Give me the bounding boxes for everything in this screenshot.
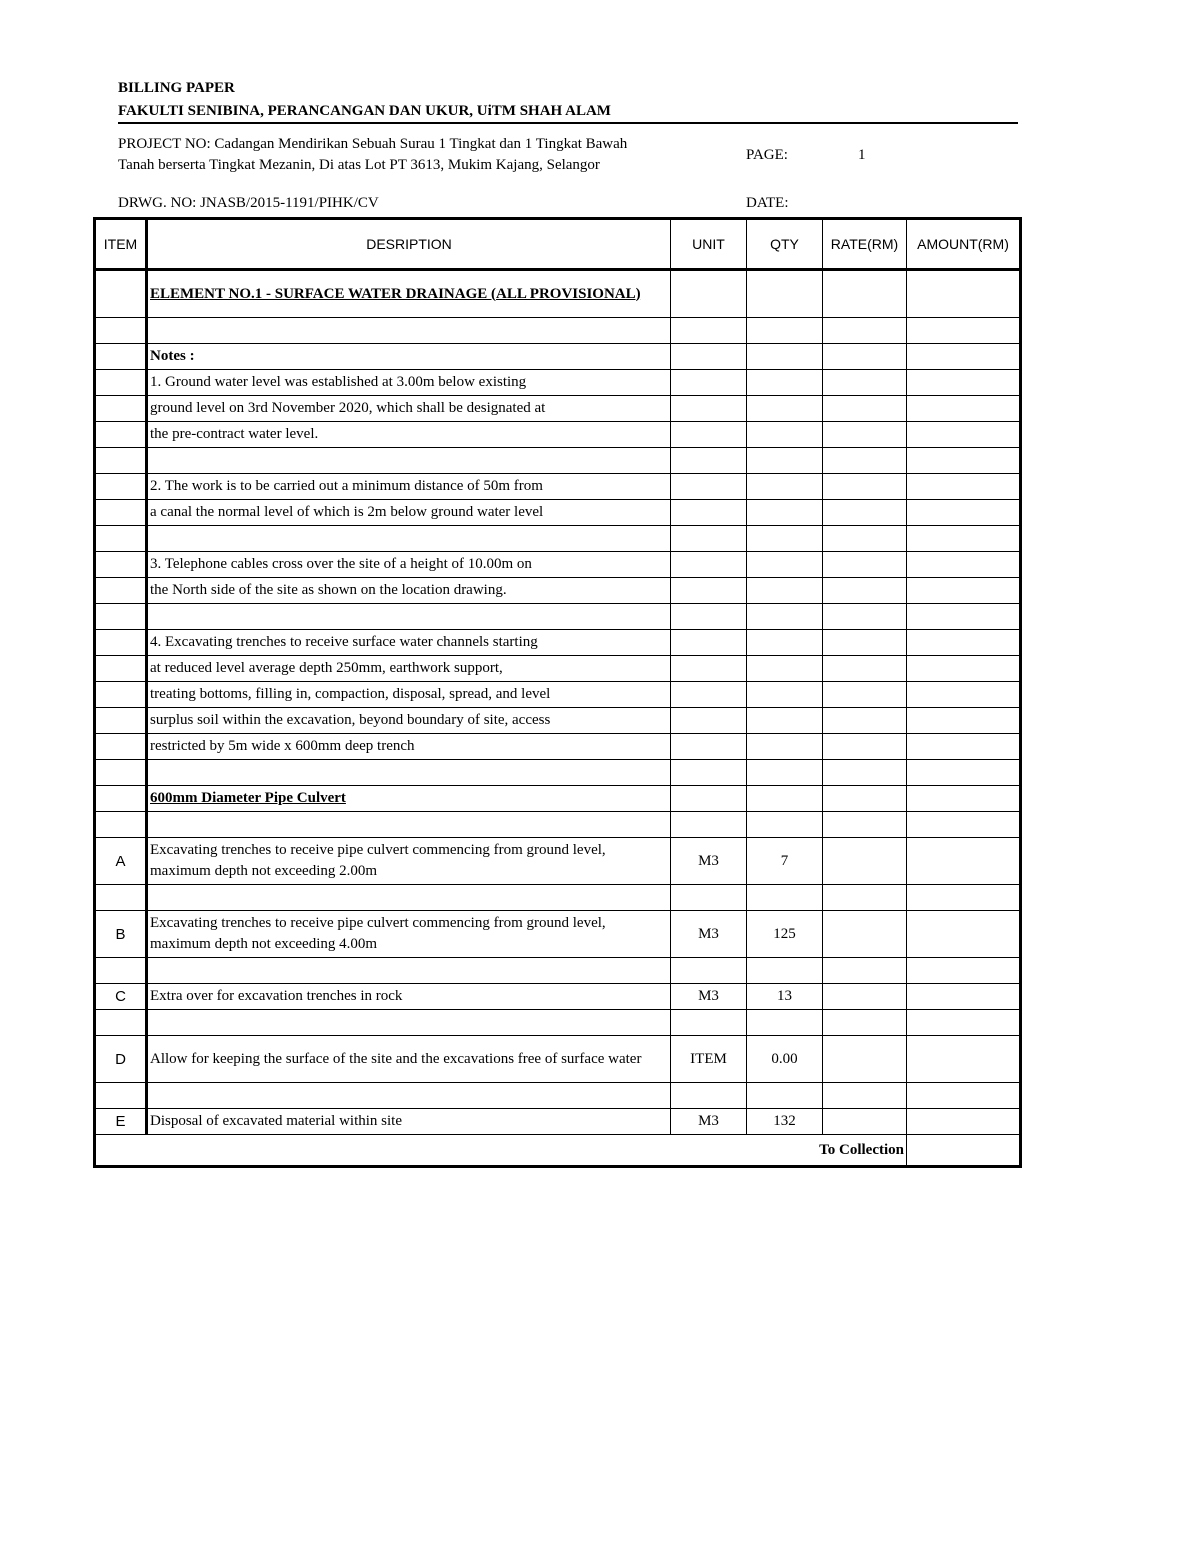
unit-cell (671, 604, 747, 630)
item-cell (95, 885, 147, 911)
amount-cell[interactable] (907, 578, 1021, 604)
amount-cell[interactable] (907, 734, 1021, 760)
item-cell-text: B (115, 925, 126, 943)
amount-cell[interactable] (907, 270, 1021, 318)
item-cell (95, 656, 147, 682)
description-cell (147, 630, 671, 656)
unit-cell (671, 838, 747, 885)
unit-cell-text: M3 (698, 1113, 719, 1129)
qty-cell (747, 578, 823, 604)
rate-cell[interactable] (823, 1083, 907, 1109)
col-header-qty: QTY (747, 219, 823, 270)
amount-cell[interactable] (907, 838, 1021, 885)
table-body (95, 270, 1021, 1135)
rate-cell[interactable] (823, 604, 907, 630)
bill-table (93, 217, 1022, 1168)
rate-cell[interactable] (823, 396, 907, 422)
item-cell-text: C (115, 988, 126, 1005)
rate-cell[interactable] (823, 344, 907, 370)
amount-cell[interactable] (907, 885, 1021, 911)
amount-cell[interactable] (907, 422, 1021, 448)
unit-cell (671, 812, 747, 838)
table-row (95, 448, 1021, 474)
item-cell (95, 786, 147, 812)
faculty-name: FAKULTI SENIBINA, PERANCANGAN DAN UKUR, UiTM SHAH ALAM (118, 103, 611, 119)
unit-cell (671, 578, 747, 604)
date-label: DATE: (746, 195, 789, 211)
qty-cell (747, 474, 823, 500)
description-cell (147, 656, 671, 682)
qty-cell (747, 270, 823, 318)
qty-cell (747, 630, 823, 656)
unit-cell (671, 708, 747, 734)
col-header-amount: AMOUNT(RM) (907, 219, 1021, 270)
description-cell (147, 682, 671, 708)
amount-cell[interactable] (907, 656, 1021, 682)
description-cell-text: 3. Telephone cables cross over the site of a height of 10.00m on (150, 556, 532, 572)
amount-cell[interactable] (907, 1083, 1021, 1109)
unit-cell (671, 448, 747, 474)
description-cell-text: at reduced level average depth 250mm, earthwork support, (150, 660, 503, 676)
unit-cell (671, 911, 747, 958)
description-cell (147, 474, 671, 500)
item-cell (95, 578, 147, 604)
item-cell (95, 344, 147, 370)
description-cell (147, 958, 671, 984)
amount-cell[interactable] (907, 500, 1021, 526)
unit-cell (671, 682, 747, 708)
rate-cell[interactable] (823, 1109, 907, 1135)
qty-cell-text: 0.00 (771, 1050, 798, 1067)
description-cell-text: surplus soil within the excavation, beyond boundary of site, access (150, 712, 551, 728)
description-cell (147, 911, 671, 958)
amount-cell[interactable] (907, 630, 1021, 656)
rate-cell[interactable] (823, 734, 907, 760)
table-row (95, 526, 1021, 552)
description-cell (147, 500, 671, 526)
description-cell (147, 1109, 671, 1135)
description-cell-text: the pre-contract water level. (150, 426, 319, 442)
amount-cell[interactable] (907, 344, 1021, 370)
amount-cell[interactable] (907, 812, 1021, 838)
description-cell-text: a canal the normal level of which is 2m below ground water level (150, 504, 544, 520)
qty-cell-text: 13 (777, 988, 792, 1004)
description-cell (147, 318, 671, 344)
description-cell (147, 812, 671, 838)
table-row (95, 578, 1021, 604)
description-cell (147, 1010, 671, 1036)
unit-cell (671, 552, 747, 578)
unit-cell (671, 500, 747, 526)
description-cell-text: restricted by 5m wide x 600mm deep trench (150, 738, 415, 754)
qty-cell (747, 1010, 823, 1036)
description-cell (147, 370, 671, 396)
table-row (95, 630, 1021, 656)
table-row (95, 911, 1021, 958)
description-cell-text: 2. The work is to be carried out a minimum distance of 50m from (150, 478, 543, 494)
unit-cell-text: ITEM (690, 1050, 727, 1067)
item-cell (95, 500, 147, 526)
description-cell-text: 600mm Diameter Pipe Culvert (150, 790, 346, 806)
item-cell (95, 318, 147, 344)
item-cell (95, 838, 147, 885)
description-cell (147, 448, 671, 474)
qty-cell (747, 958, 823, 984)
page-label: PAGE: (746, 147, 788, 163)
unit-cell-text: M3 (698, 925, 719, 942)
description-cell (147, 1036, 671, 1083)
description-cell-text: 4. Excavating trenches to receive surface water channels starting (150, 634, 538, 650)
header-divider (118, 122, 1018, 124)
table-row (95, 682, 1021, 708)
amount-cell[interactable] (907, 760, 1021, 786)
table-row (95, 344, 1021, 370)
description-cell-text: Disposal of excavated material within site (150, 1113, 403, 1129)
description-cell-text: the North side of the site as shown on the location drawing. (150, 582, 507, 598)
description-cell-text: ELEMENT NO.1 - SURFACE WATER DRAINAGE (ALL PROVISIONAL) (150, 285, 641, 302)
qty-cell (747, 786, 823, 812)
description-cell-text: Notes : (150, 348, 195, 364)
unit-cell (671, 422, 747, 448)
amount-cell[interactable] (907, 1109, 1021, 1135)
table-row (95, 318, 1021, 344)
unit-cell (671, 474, 747, 500)
rate-cell[interactable] (823, 318, 907, 344)
item-cell (95, 526, 147, 552)
amount-cell[interactable] (907, 1010, 1021, 1036)
description-cell-text: Excavating trenches to receive pipe culvert commencing from ground level, maximum depth not exceeding 4.00m (150, 915, 606, 952)
amount-cell[interactable] (907, 786, 1021, 812)
description-cell (147, 526, 671, 552)
item-cell (95, 812, 147, 838)
project-description (118, 134, 718, 176)
qty-cell (747, 734, 823, 760)
qty-cell (747, 760, 823, 786)
qty-cell (747, 812, 823, 838)
rate-cell[interactable] (823, 984, 907, 1010)
unit-cell (671, 370, 747, 396)
page-number: 1 (858, 147, 866, 163)
table-row (95, 708, 1021, 734)
item-cell (95, 1010, 147, 1036)
unit-cell (671, 786, 747, 812)
table-row (95, 604, 1021, 630)
unit-cell (671, 656, 747, 682)
drawing-number: DRWG. NO: JNASB/2015-1191/PIHK/CV (118, 195, 379, 211)
unit-cell (671, 1036, 747, 1083)
item-cell (95, 1036, 147, 1083)
table-row (95, 984, 1021, 1010)
description-cell (147, 422, 671, 448)
item-cell (95, 270, 147, 318)
rate-cell[interactable] (823, 1036, 907, 1083)
item-cell-text: E (115, 1113, 126, 1130)
rate-cell[interactable] (823, 838, 907, 885)
amount-cell[interactable] (907, 552, 1021, 578)
amount-cell[interactable] (907, 604, 1021, 630)
unit-cell (671, 344, 747, 370)
project-line-2: Tanah berserta Tingkat Mezanin, Di atas Lot PT 3613, Mukim Kajang, Selangor (118, 157, 600, 173)
rate-cell[interactable] (823, 958, 907, 984)
table-row (95, 734, 1021, 760)
rate-cell[interactable] (823, 448, 907, 474)
amount-cell[interactable] (907, 958, 1021, 984)
amount-cell[interactable] (907, 682, 1021, 708)
amount-cell[interactable] (907, 708, 1021, 734)
unit-cell (671, 1083, 747, 1109)
table-row (95, 812, 1021, 838)
qty-cell (747, 422, 823, 448)
table-row (95, 370, 1021, 396)
description-cell-text: Extra over for excavation trenches in rock (150, 988, 403, 1004)
rate-cell[interactable] (823, 526, 907, 552)
document-title: BILLING PAPER (118, 80, 235, 96)
rate-cell[interactable] (823, 760, 907, 786)
table-row (95, 838, 1021, 885)
description-cell (147, 552, 671, 578)
item-cell (95, 1083, 147, 1109)
amount-cell[interactable] (907, 396, 1021, 422)
qty-cell (747, 1036, 823, 1083)
item-cell-text: A (115, 852, 126, 870)
item-cell (95, 734, 147, 760)
item-cell (95, 682, 147, 708)
item-cell (95, 396, 147, 422)
description-cell (147, 270, 671, 318)
unit-cell (671, 270, 747, 318)
description-cell (147, 734, 671, 760)
description-cell (147, 984, 671, 1010)
item-cell (95, 958, 147, 984)
rate-cell[interactable] (823, 1010, 907, 1036)
table-row (95, 474, 1021, 500)
item-cell (95, 422, 147, 448)
rate-cell[interactable] (823, 708, 907, 734)
project-line-1: PROJECT NO: Cadangan Mendirikan Sebuah Surau 1 Tingkat dan 1 Tingkat Bawah (118, 136, 628, 152)
qty-cell (747, 604, 823, 630)
rate-cell[interactable] (823, 422, 907, 448)
item-cell (95, 911, 147, 958)
description-cell (147, 578, 671, 604)
description-cell (147, 1083, 671, 1109)
col-header-item: ITEM (95, 219, 147, 270)
unit-cell (671, 630, 747, 656)
description-cell (147, 786, 671, 812)
amount-cell[interactable] (907, 318, 1021, 344)
rate-cell[interactable] (823, 885, 907, 911)
table-row (95, 1036, 1021, 1083)
description-cell (147, 396, 671, 422)
col-header-description: DESRIPTION (147, 219, 671, 270)
amount-cell[interactable] (907, 474, 1021, 500)
description-cell (147, 885, 671, 911)
rate-cell[interactable] (823, 370, 907, 396)
table-row (95, 500, 1021, 526)
amount-cell[interactable] (907, 1036, 1021, 1083)
table-row (95, 422, 1021, 448)
qty-cell (747, 500, 823, 526)
unit-cell (671, 526, 747, 552)
rate-cell[interactable] (823, 270, 907, 318)
rate-cell[interactable] (823, 911, 907, 958)
qty-cell (747, 708, 823, 734)
unit-cell (671, 1010, 747, 1036)
qty-cell (747, 1109, 823, 1135)
to-collection-label: To Collection (95, 1135, 907, 1167)
table-row (95, 760, 1021, 786)
unit-cell (671, 396, 747, 422)
item-cell (95, 1109, 147, 1135)
item-cell (95, 760, 147, 786)
description-cell-text: Allow for keeping the surface of the site and the excavations free of surface water (150, 1050, 642, 1067)
amount-cell[interactable] (907, 448, 1021, 474)
qty-cell (747, 984, 823, 1010)
rate-cell[interactable] (823, 500, 907, 526)
qty-cell (747, 318, 823, 344)
rate-cell[interactable] (823, 786, 907, 812)
qty-cell (747, 1083, 823, 1109)
qty-cell-text: 125 (773, 925, 796, 942)
table-row (95, 270, 1021, 318)
description-cell (147, 760, 671, 786)
description-cell-text: Excavating trenches to receive pipe culvert commencing from ground level, maximum depth not exceeding 2.00m (150, 842, 606, 879)
item-cell (95, 984, 147, 1010)
unit-cell (671, 958, 747, 984)
col-header-unit: UNIT (671, 219, 747, 270)
table-row (95, 958, 1021, 984)
item-cell (95, 370, 147, 396)
table-row (95, 552, 1021, 578)
description-cell-text: treating bottoms, filling in, compaction, disposal, spread, and level (150, 686, 551, 702)
qty-cell (747, 838, 823, 885)
description-cell (147, 344, 671, 370)
item-cell (95, 552, 147, 578)
qty-cell (747, 396, 823, 422)
unit-cell-text: M3 (698, 988, 719, 1004)
table-row (95, 396, 1021, 422)
qty-cell (747, 885, 823, 911)
collection-row (95, 1135, 1021, 1167)
table-row (95, 885, 1021, 911)
unit-cell (671, 318, 747, 344)
qty-cell (747, 370, 823, 396)
qty-cell (747, 911, 823, 958)
rate-cell[interactable] (823, 552, 907, 578)
unit-cell (671, 885, 747, 911)
description-cell-text: ground level on 3rd November 2020, which shall be designated at (150, 400, 546, 416)
table-row (95, 1010, 1021, 1036)
amount-cell[interactable] (907, 911, 1021, 958)
item-cell (95, 708, 147, 734)
rate-cell[interactable] (823, 656, 907, 682)
table-row (95, 1083, 1021, 1109)
qty-cell (747, 656, 823, 682)
item-cell-text: D (115, 1050, 126, 1068)
qty-cell (747, 682, 823, 708)
table-row (95, 1109, 1021, 1135)
qty-cell (747, 344, 823, 370)
col-header-rate: RATE(RM) (823, 219, 907, 270)
item-cell (95, 474, 147, 500)
description-cell (147, 604, 671, 630)
rate-cell[interactable] (823, 474, 907, 500)
table-row (95, 656, 1021, 682)
rate-cell[interactable] (823, 682, 907, 708)
unit-cell (671, 760, 747, 786)
item-cell (95, 630, 147, 656)
table-row (95, 786, 1021, 812)
amount-cell[interactable] (907, 526, 1021, 552)
qty-cell (747, 526, 823, 552)
description-cell (147, 708, 671, 734)
description-cell-text: 1. Ground water level was established at 3.00m below existing (150, 374, 527, 390)
unit-cell (671, 734, 747, 760)
amount-cell[interactable] (907, 984, 1021, 1010)
unit-cell (671, 984, 747, 1010)
item-cell (95, 604, 147, 630)
rate-cell[interactable] (823, 578, 907, 604)
unit-cell (671, 1109, 747, 1135)
rate-cell[interactable] (823, 812, 907, 838)
amount-cell[interactable] (907, 370, 1021, 396)
collection-amount-cell[interactable] (907, 1135, 1021, 1167)
qty-cell-text: 132 (773, 1113, 796, 1129)
qty-cell (747, 552, 823, 578)
unit-cell-text: M3 (698, 852, 719, 869)
table-header-row (95, 219, 1021, 270)
description-cell (147, 838, 671, 885)
qty-cell-text: 7 (780, 852, 789, 869)
item-cell (95, 448, 147, 474)
qty-cell (747, 448, 823, 474)
rate-cell[interactable] (823, 630, 907, 656)
